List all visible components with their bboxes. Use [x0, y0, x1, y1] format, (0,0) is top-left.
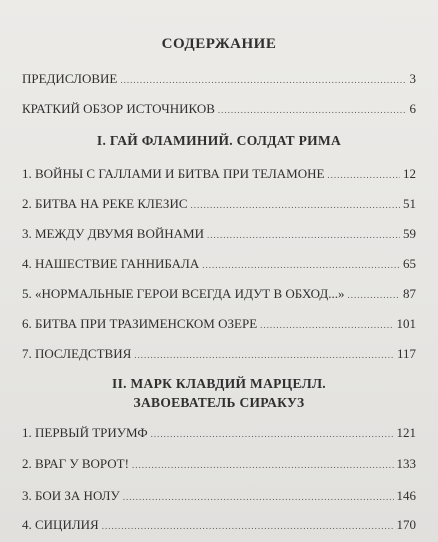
toc-entry-page: 6: [409, 101, 416, 116]
toc-entry-page: 65: [403, 256, 416, 271]
dot-leader: [132, 460, 394, 470]
toc-entry-label: 3. БОИ ЗА НОЛУ: [22, 488, 120, 503]
toc-entry: [22, 316, 416, 332]
part1-title: I. ГАЙ ФЛАМИНИЙ. СОЛДАТ РИМА: [96, 133, 342, 148]
toc-entry-label: 4. НАШЕСТВИЕ ГАННИБАЛА: [22, 256, 200, 271]
toc-entry: [22, 488, 416, 504]
toc-entry: [22, 425, 416, 441]
toc-entry: [22, 226, 416, 242]
toc-entry-label: 6. БИТВА ПРИ ТРАЗИМЕНСКОМ ОЗЕРЕ: [22, 316, 258, 331]
dot-leader: [218, 105, 407, 115]
toc-entry-label: 7. ПОСЛЕДСТВИЯ: [22, 346, 132, 361]
dot-leader: [348, 290, 400, 300]
dot-leader: [102, 521, 394, 531]
toc-entry-label: 2. БИТВА НА РЕКЕ КЛЕЗИС: [22, 196, 188, 211]
contents-title: СОДЕРЖАНИЕ: [161, 36, 277, 52]
toc-entry-page: 170: [396, 517, 416, 532]
dot-leader: [327, 170, 400, 180]
toc-entry-label: 5. «НОРМАЛЬНЫЕ ГЕРОИ ВСЕГДА ИДУТ В ОБХОД...»: [22, 286, 345, 301]
dot-leader: [120, 75, 406, 85]
toc-entry-page: 146: [396, 488, 416, 503]
toc-entry: [22, 256, 416, 272]
toc-entry-page: 51: [403, 196, 416, 211]
toc-entry: [22, 346, 416, 362]
toc-entry: [22, 286, 416, 302]
dot-leader: [134, 350, 394, 360]
toc-entry: [22, 166, 416, 182]
toc-entry-label: 1. ВОЙНЫ С ГАЛЛАМИ И БИТВА ПРИ ТЕЛАМОНЕ: [22, 166, 325, 181]
toc-entry-page: 117: [396, 346, 416, 361]
toc-entry-page: 12: [403, 166, 416, 181]
toc-entry-page: 121: [396, 425, 416, 440]
toc-entry-label: КРАТКИЙ ОБЗОР ИСТОЧНИКОВ: [22, 101, 215, 116]
toc-entry-page: 3: [409, 71, 416, 86]
toc-entry-sources: [22, 101, 416, 117]
toc-entry-label: 1. ПЕРВЫЙ ТРИУМФ: [22, 425, 148, 440]
toc-entry-page: 87: [403, 286, 416, 301]
toc-entry-label: 4. СИЦИЛИЯ: [22, 517, 99, 532]
toc-entry: [22, 517, 416, 533]
toc-entry-page: 59: [403, 226, 416, 241]
dot-leader: [202, 260, 400, 270]
dot-leader: [191, 200, 400, 210]
part2-title-line1: II. МАРК КЛАВДИЙ МАРЦЕЛЛ.: [112, 376, 326, 391]
toc-entry: [22, 456, 416, 472]
dot-leader: [260, 320, 393, 330]
toc-entry-label: ПРЕДИСЛОВИЕ: [22, 71, 118, 86]
part2-title-line2: ЗАВОЕВАТЕЛЬ СИРАКУЗ: [133, 395, 305, 410]
dot-leader: [123, 492, 394, 502]
toc-entry-label: 2. ВРАГ У ВОРОТ!: [22, 456, 129, 471]
dot-leader: [207, 230, 400, 240]
toc-entry: [22, 196, 416, 212]
toc-entry-page: 101: [396, 316, 416, 331]
dot-leader: [151, 429, 394, 439]
toc-entry-page: 133: [396, 456, 416, 471]
toc-entry-preface: [22, 71, 416, 87]
toc-entry-label: 3. МЕЖДУ ДВУМЯ ВОЙНАМИ: [22, 226, 204, 241]
